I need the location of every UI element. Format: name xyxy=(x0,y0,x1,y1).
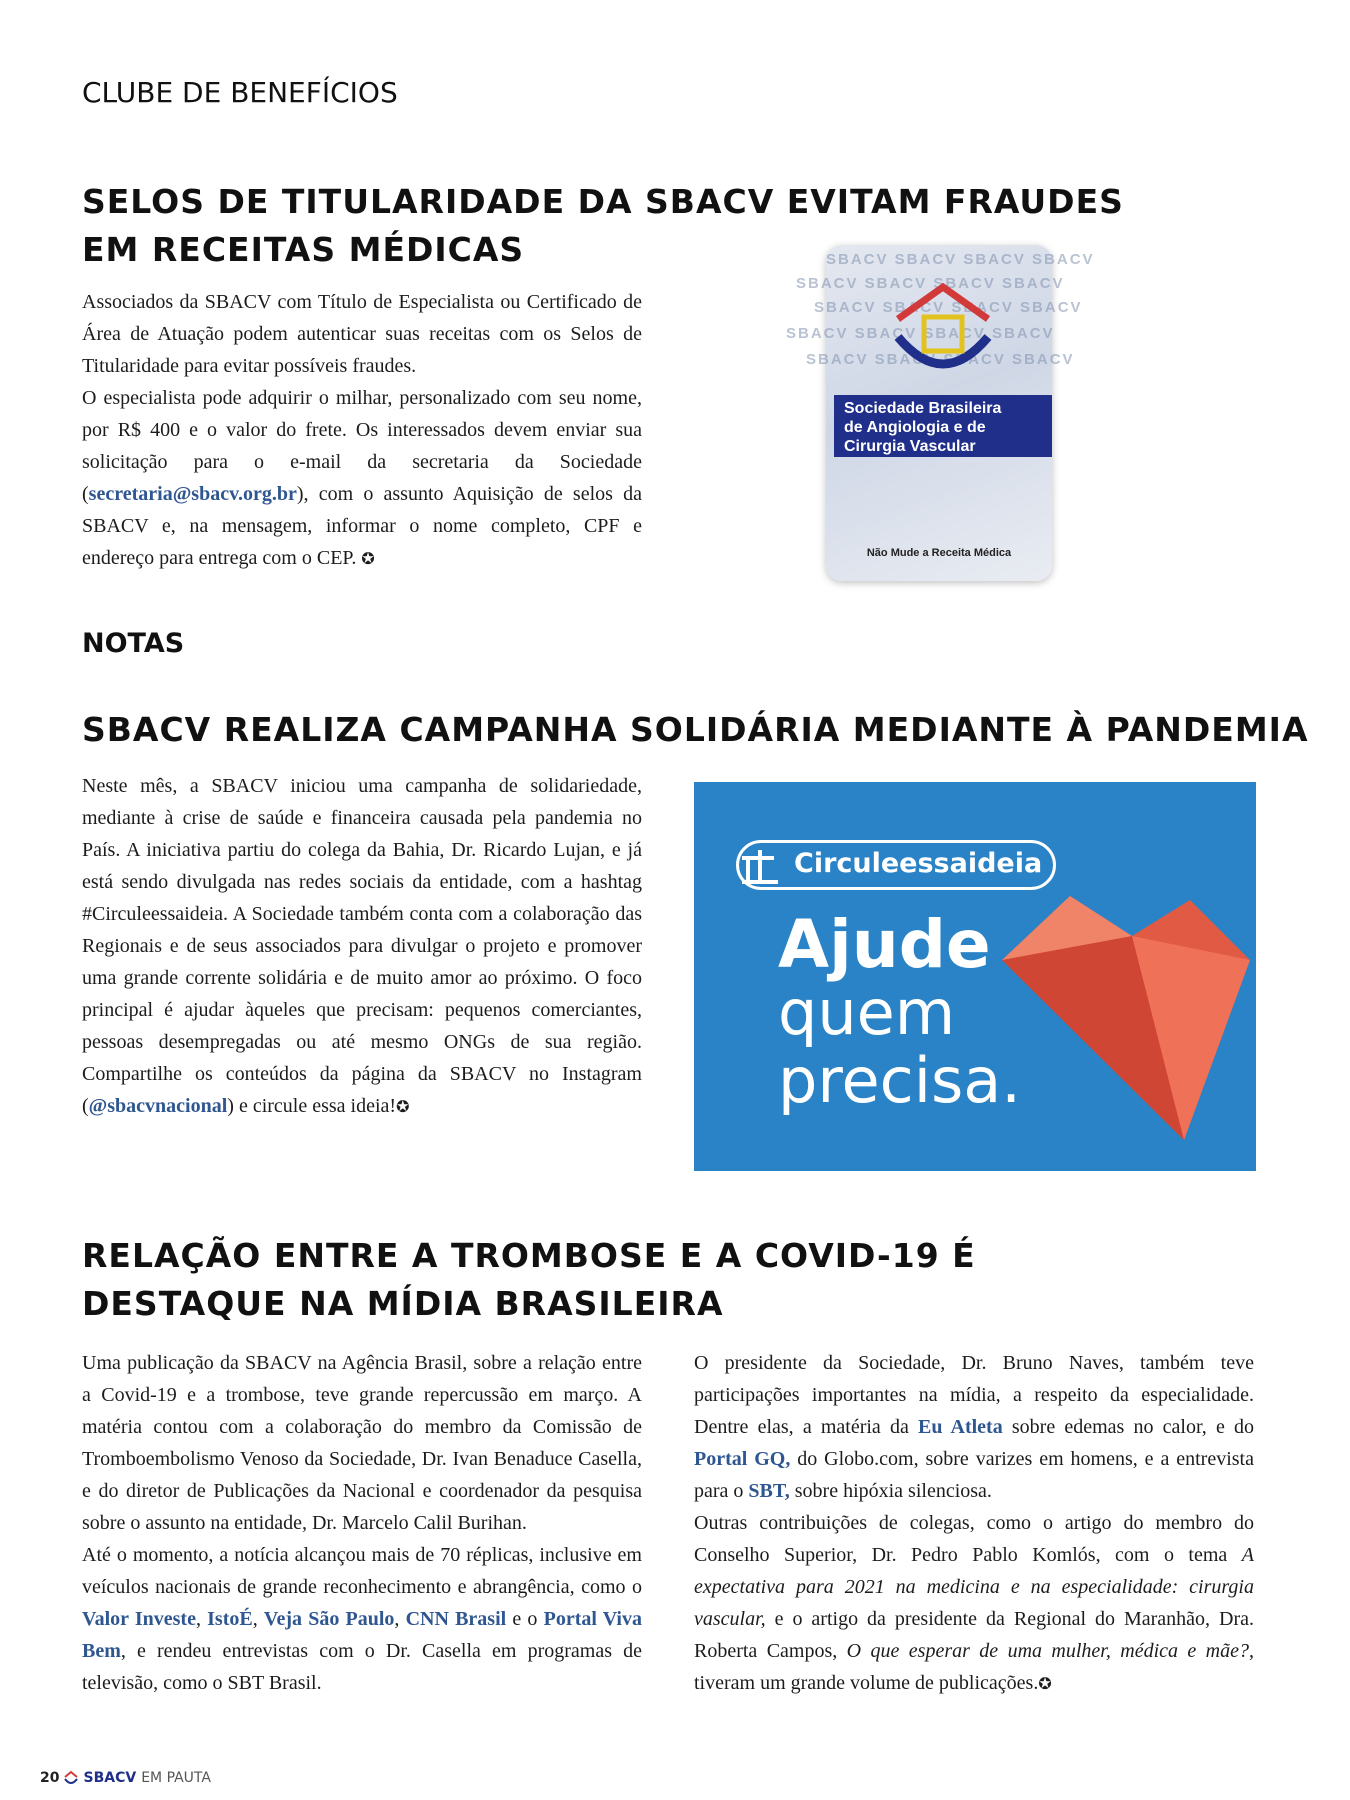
article2-title: SBACV REALIZA CAMPANHA SOLIDÁRIA MEDIANTE À PANDEMIA xyxy=(82,710,1309,749)
article3-left-para2 xyxy=(82,1539,642,1699)
article2-para xyxy=(82,770,642,1123)
cnn-brasil-link[interactable]: CNN Brasil xyxy=(405,1608,507,1630)
article1-para2-text-b: ), com o assunto Aquisição de selos da SBACV e, na mensagem, informar o nome completo, CPF e endereço para entrega com o CEP. xyxy=(82,483,642,569)
article3-left-para2-text-b: , e rendeu entrevistas com o Dr. Casella em programas de televisão, como o SBT Brasil. xyxy=(82,1640,642,1694)
article2-body xyxy=(82,770,642,1123)
email-link[interactable]: secretaria@sbacv.org.br xyxy=(88,483,297,505)
veja-sao-paulo-link[interactable]: Veja São Paulo xyxy=(263,1608,395,1630)
campaign-banner-image xyxy=(694,782,1256,1171)
end-mark-icon: ✪ xyxy=(396,1097,410,1116)
stamp-band-line: Cirurgia Vascular xyxy=(844,438,976,455)
hashtag-text: Circuleessaideia xyxy=(794,848,1043,879)
article1-title-line1: SELOS DE TITULARIDADE DA SBACV EVITAM FRAUDES xyxy=(82,182,1124,221)
stamp-footer-text: Não Mude a Receita Médica xyxy=(866,547,1012,559)
article3-right-para1-text-c: do Globo.com, sobre varizes em homens, e a entrevista para o xyxy=(694,1448,1254,1502)
connector-text: e o xyxy=(506,1608,544,1630)
footer-brand: SBACV xyxy=(83,1770,137,1786)
footer-brand-suffix: EM PAUTA xyxy=(141,1770,211,1786)
article3-right-para1-text-d: sobre hipóxia silenciosa. xyxy=(789,1480,992,1502)
separator-text: , xyxy=(394,1608,406,1630)
article1-para1: Associados da SBACV com Título de Especialista ou Certificado de Área de Atuação podem autenticar suas receitas com os Selos de Titularidade para evitar possíveis fraudes. xyxy=(82,291,642,377)
section-header: CLUBE DE BENEFÍCIOS xyxy=(82,76,398,109)
page-number: 20 xyxy=(40,1770,60,1786)
article3-title-line2: DESTAQUE NA MÍDIA BRASILEIRA xyxy=(82,1284,724,1323)
article3-left-para2-text-a: Até o momento, a notícia alcançou mais de 70 réplicas, inclusive em veículos nacionais de grande reconhecimento e abrangência, como o xyxy=(82,1544,642,1598)
sbt-link[interactable]: SBT, xyxy=(748,1480,790,1502)
end-mark-icon: ✪ xyxy=(361,549,375,568)
article3-right-para2 xyxy=(694,1507,1254,1700)
article3-right-para1-text-b: sobre edemas no calor, e do xyxy=(1002,1416,1254,1438)
end-mark-icon: ✪ xyxy=(1038,1674,1052,1693)
banner-line-quem: quem xyxy=(778,976,956,1049)
banner-line-precisa: precisa. xyxy=(778,1044,1021,1117)
valor-investe-link[interactable]: Valor Investe xyxy=(82,1608,196,1630)
article1-para2 xyxy=(82,382,642,575)
stamp-watermark-row: SBACV SBACV SBACV SBACV xyxy=(826,251,1095,268)
page-footer xyxy=(40,1770,211,1786)
article2-para-text-a: Neste mês, a SBACV iniciou uma campanha de solidariedade, mediante à crise de saúde e financeira causada pela pandemia no País. A iniciativa partiu do colega da Bahia, Dr. Ricardo Lujan, e já está sendo divulgada nas redes sociais da entidade, com a hashtag #Circuleessaideia. A Sociedade também conta com a colaboração das Regionais e de seus associados para divulgar o projeto e promover uma grande corrente solidária e de muito amor ao próximo. O foco principal é ajudar àqueles que precisam: pequenos comerciantes, pessoas desempregadas ou até mesmo ONGs de sua região. Compartilhe os conteúdos da página da SBACV no Instagram ( xyxy=(82,775,642,1117)
article3-left-column xyxy=(82,1347,642,1699)
banner-line-ajude: Ajude xyxy=(778,906,991,983)
notes-heading: NOTAS xyxy=(82,628,185,659)
portal-gq-link[interactable]: Portal GQ, xyxy=(694,1448,791,1470)
article3-right-para1 xyxy=(694,1347,1254,1507)
stamp-watermark-row: SBACV SBACV SBACV SBACV xyxy=(806,351,1075,368)
stamp-watermark-row: SBACV SBACV SBACV SBACV xyxy=(814,299,1083,316)
article3-right-para2-text-c: , tiveram um grande volume de publicações. xyxy=(694,1640,1254,1694)
separator-text: , xyxy=(252,1608,264,1630)
origami-heart-icon xyxy=(992,890,1254,1160)
article3-title-line1: RELAÇÃO ENTRE A TROMBOSE E A COVID-19 É xyxy=(82,1236,976,1275)
istoe-link[interactable]: IstoÉ xyxy=(207,1608,253,1630)
article1-body xyxy=(82,286,642,575)
sbacv-logo-icon xyxy=(64,1771,78,1785)
article3-right-para2-text-a: Outras contribuições de colegas, como o artigo do membro do Conselho Superior, Dr. Pedro Pablo Komlós, com o tema xyxy=(694,1512,1254,1566)
stamp-band-line: Sociedade Brasileira xyxy=(844,400,1002,417)
stamp-band-line: de Angiologia e de xyxy=(844,419,986,436)
stamp-watermark-row: SBACV SBACV SBACV SBACV xyxy=(786,325,1055,342)
article3-right-column xyxy=(694,1347,1254,1700)
article1-para2-text-a: O especialista pode adquirir o milhar, personalizado com seu nome, por R$ 400 e o valor do frete. Os interessados devem enviar sua solicitação para o e-mail da secretaria da Sociedade ( xyxy=(82,387,642,505)
eu-atleta-link[interactable]: Eu Atleta xyxy=(918,1416,1003,1438)
article1-title-line2: EM RECEITAS MÉDICAS xyxy=(82,230,525,269)
article2-para-text-b: ) e circule essa ideia! xyxy=(227,1095,397,1117)
stamp-watermark-row: SBACV SBACV SBACV SBACV xyxy=(796,275,1065,292)
article-title-italic: A expectativa para 2021 na medicina e na especialidade: cirurgia vascular, xyxy=(694,1544,1254,1630)
titularity-stamp-image xyxy=(786,245,1095,581)
article-title-italic: O que esperar de uma mulher, médica e mãe? xyxy=(846,1640,1249,1662)
article3-left-para1: Uma publicação da SBACV na Agência Brasil, sobre a relação entre a Covid-19 e a trombose, teve grande repercussão em março. A matéria contou com a colaboração do membro da Comissão de Tromboembolismo Venoso da Sociedade, Dr. Ivan Benaduce Casella, e do diretor de Publicações da Nacional e coordenador da pesquisa sobre o assunto na entidade, Dr. Marcelo Calil Burihan. xyxy=(82,1352,642,1534)
instagram-link[interactable]: @sbacvnacional xyxy=(88,1095,228,1117)
sbacv-emblem-icon xyxy=(888,279,998,385)
separator-text: , xyxy=(195,1608,208,1630)
circule-logo-icon xyxy=(734,838,794,894)
article3-right-para2-text-b: e o artigo da presidente da Regional do Maranhão, Dra. Roberta Campos, xyxy=(694,1608,1254,1662)
article3-title xyxy=(82,1232,976,1328)
article3-right-para1-text-a: O presidente da Sociedade, Dr. Bruno Naves, também teve participações importantes na mídia, a respeito da especialidade. Dentre elas, a matéria da xyxy=(694,1352,1254,1438)
stamp-society-band xyxy=(834,395,1052,457)
portal-viva-bem-link[interactable]: Portal Viva Bem xyxy=(82,1608,642,1662)
